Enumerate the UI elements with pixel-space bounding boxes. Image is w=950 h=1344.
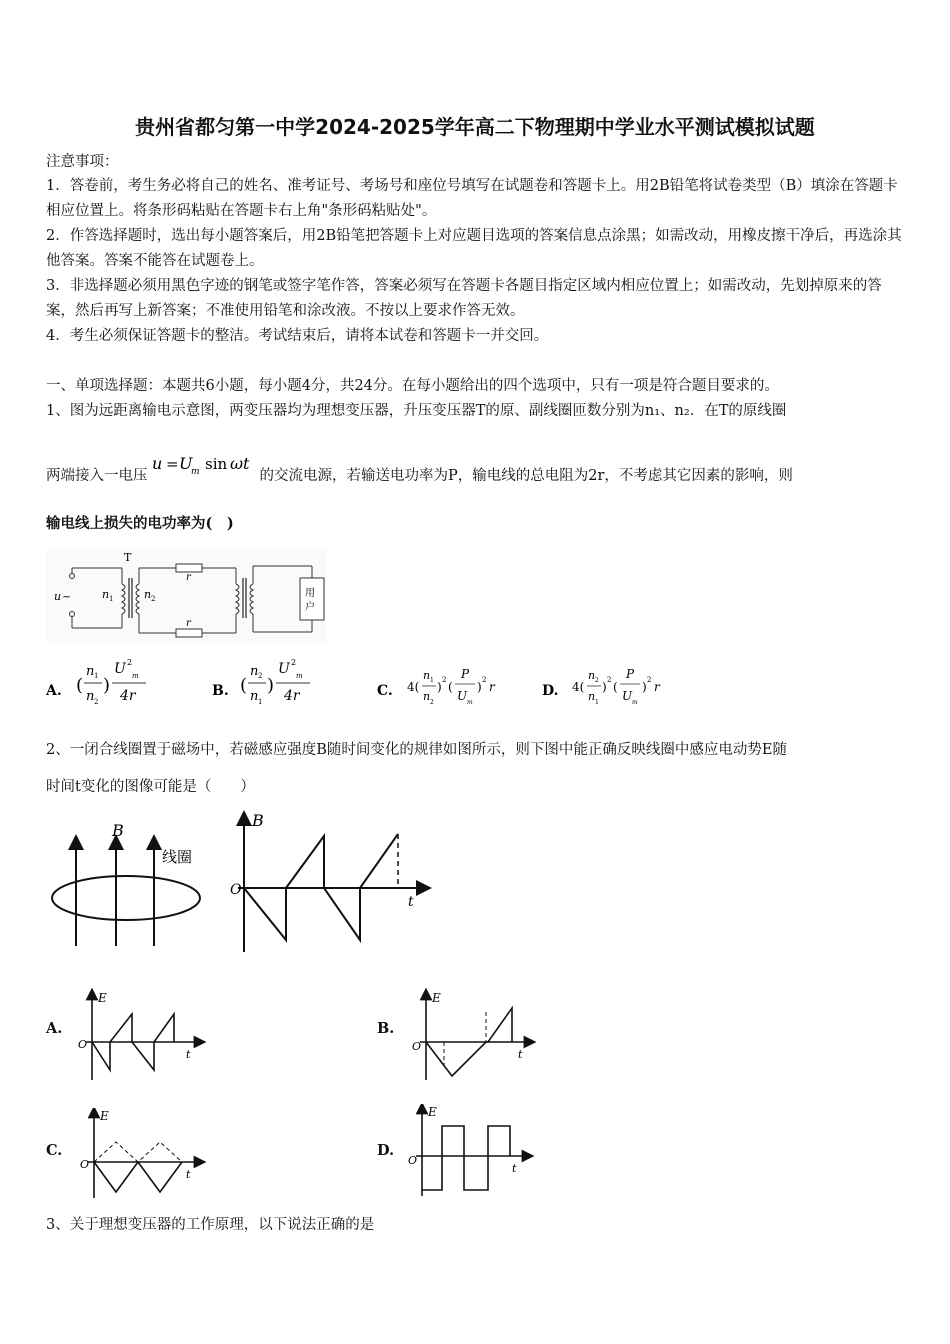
q1-b-sup: 2 xyxy=(291,658,297,667)
user-box xyxy=(300,578,324,620)
q1-d-sq2: 2 xyxy=(647,676,652,684)
user-label-2: 户 xyxy=(305,602,315,613)
q2-option-a-label-wrap[interactable] xyxy=(46,1020,62,1037)
q1-option-b-svg xyxy=(212,656,372,712)
q2-option-b-label: B. xyxy=(377,1020,395,1037)
q1-d-sq: 2 xyxy=(607,676,612,684)
q1-line-2-pre: 两端接入一电压 xyxy=(46,468,148,484)
b-graph-t-label: t xyxy=(408,894,414,910)
q1-option-b-label: B. xyxy=(212,683,229,699)
q1-d-num-sub: 2 xyxy=(595,677,599,684)
a-O-label: O xyxy=(78,1038,88,1051)
q1-c-rp2: ) xyxy=(477,680,482,694)
c-t-label: t xyxy=(186,1168,191,1181)
q1-a-U: U xyxy=(114,661,126,677)
b-E-label: E xyxy=(432,991,441,1005)
q1-d-r: r xyxy=(654,680,660,694)
q1-c-num-sub: 1 xyxy=(430,677,434,684)
q1-d-coef: 4( xyxy=(572,680,585,694)
c-dash-curve xyxy=(94,1142,182,1162)
q1-option-a-label: A. xyxy=(46,683,62,699)
q2-line-2: 时间t变化的图像可能是（ ） xyxy=(46,779,255,795)
q2-option-c-label: C. xyxy=(46,1142,63,1159)
q1-line-2-post: 的交流电源，若输送电功率为P，输电线的总电阻为2r，不考虑其它因素的影响，则 xyxy=(259,468,793,484)
coil-in-field-figure xyxy=(46,818,206,950)
formula-sin: sin xyxy=(204,455,227,473)
user-label-1: 用 xyxy=(305,588,315,599)
q1-a-sub: m xyxy=(132,672,139,680)
q1-option-d-label: D. xyxy=(542,683,559,699)
q1-line-2 xyxy=(46,454,793,491)
c-E-label: E xyxy=(100,1109,109,1123)
q1-option-c[interactable] xyxy=(377,656,527,716)
q1-c-sq: 2 xyxy=(442,676,447,684)
coil-B-label: B xyxy=(112,821,124,840)
resistor-top-label: r xyxy=(186,572,191,583)
notice-heading: 注意事项： xyxy=(46,154,119,170)
q1-b-rden: 4r xyxy=(284,688,300,704)
q1-c-lp2: ( xyxy=(448,680,453,694)
q1-c-sq2: 2 xyxy=(482,676,487,684)
n2-sub: 2 xyxy=(151,595,156,603)
notice-item-1: 1．答卷前，考生务必将自己的姓名、准考证号、考场号和座位号填写在试题卷和答题卡上。用2B铅笔将试卷类型（B）填涂在答题卡相应位置上。将条形码粘贴在答题卡右上角"条形码粘贴处"。 xyxy=(46,178,898,219)
q1-b-num: n xyxy=(250,664,259,679)
n1-sub: 1 xyxy=(109,595,114,603)
q1-b-lp: ( xyxy=(240,675,248,696)
q2-option-b-label-wrap[interactable] xyxy=(377,1020,394,1037)
q1-b-num-sub: 2 xyxy=(258,672,263,680)
q1-line-1: 1、图为远距离输电示意图，两变压器均为理想变压器，升压变压器T的原、副线圈匝数分别为n₁、n₂．在T的原线圈 xyxy=(46,403,787,419)
q1-c-coef: 4( xyxy=(407,680,420,694)
q1-c-P: P xyxy=(461,667,470,681)
d-O-label: O xyxy=(408,1154,418,1167)
formula-u: u xyxy=(151,454,162,473)
q1-b-rp: ) xyxy=(267,675,275,696)
q1-option-b[interactable] xyxy=(212,656,372,716)
d-curve xyxy=(422,1126,510,1190)
resistor-top xyxy=(176,564,202,572)
c-curve xyxy=(94,1162,182,1192)
q1-a-rden: 4r xyxy=(120,688,136,704)
q1-d-den: n xyxy=(588,690,596,703)
formula-eq: = xyxy=(165,455,179,473)
q2-option-d-graph[interactable] xyxy=(400,1104,534,1198)
q1-option-c-svg xyxy=(377,656,527,712)
b-opt-guide xyxy=(468,1008,512,1042)
q2-option-d-label-wrap[interactable] xyxy=(377,1142,394,1159)
q1-b-sub: m xyxy=(296,672,303,680)
source-tilde: ~ xyxy=(62,590,72,603)
q1-c-rp: ) xyxy=(437,680,442,694)
resistor-bottom-label: r xyxy=(186,618,191,629)
q2-option-d-label: D. xyxy=(377,1142,395,1159)
q1-c-Uden: U xyxy=(457,689,468,703)
q2-option-c-graph[interactable] xyxy=(76,1108,206,1200)
notice-item-3: 3．非选择题必须用黑色字迹的钢笔或签字笔作答，答案必须写在答题卡各题目指定区域内相应位置上；如需改动，先划掉原来的答案，然后再写上新答案；不准使用铅笔和涂改液。不按以上要求作答无效。 xyxy=(46,278,882,319)
b-t-graph xyxy=(228,810,438,956)
d-t-label: t xyxy=(512,1162,517,1175)
a-E-label: E xyxy=(98,991,107,1005)
q1-option-d-svg xyxy=(542,656,692,712)
voltage-formula-svg xyxy=(148,449,260,479)
transformer-T-label: T xyxy=(124,551,132,564)
notice-item-4: 4．考生必须保证答题卡的整洁。考试结束后，请将本试卷和答题卡一并交回。 xyxy=(46,328,549,344)
b-graph-O-label: O xyxy=(230,882,242,898)
q1-option-d[interactable] xyxy=(542,656,692,716)
q1-a-rp: ) xyxy=(103,675,111,696)
q1-option-a[interactable] xyxy=(46,656,206,716)
q1-a-num: n xyxy=(86,664,95,679)
q2-option-c-label-wrap[interactable] xyxy=(46,1142,62,1159)
q1-a-num-sub: 1 xyxy=(94,672,99,680)
q1-d-P: P xyxy=(626,667,635,681)
q1-b-U: U xyxy=(278,661,290,677)
q1-a-sup: 2 xyxy=(127,658,133,667)
page-title: 贵州省都匀第一中学2024-2025学年高二下物理期中学业水平测试模拟试题 xyxy=(135,115,815,139)
transmission-circuit-figure xyxy=(46,548,326,644)
q1-d-rp2: ) xyxy=(642,680,647,694)
q2-option-a-graph[interactable] xyxy=(76,988,206,1082)
q1-d-lp2: ( xyxy=(613,680,618,694)
q1-a-lp: ( xyxy=(76,675,84,696)
source-u-label: u xyxy=(54,590,62,603)
q1-c-sub: m xyxy=(467,699,473,706)
coil-ellipse xyxy=(52,876,200,920)
q1-c-r: r xyxy=(489,680,495,694)
q1-d-num: n xyxy=(588,669,596,682)
formula-m: m xyxy=(190,467,200,477)
section-heading: 一、单项选择题：本题共6小题，每小题4分，共24分。在每小题给出的四个选项中，只有一项是符合题目要求的。 xyxy=(46,378,779,394)
b-graph-B-label: B xyxy=(252,811,264,830)
q1-b-den-sub: 1 xyxy=(258,698,263,706)
q1-b-den: n xyxy=(250,689,259,704)
q1-c-den: n xyxy=(423,690,431,703)
a-t-label: t xyxy=(186,1048,191,1061)
q1-a-den: n xyxy=(86,689,95,704)
n1-label: n xyxy=(102,588,110,601)
q1-option-a-svg xyxy=(46,656,206,712)
formula-U: U xyxy=(178,454,192,473)
q1-c-den-sub: 2 xyxy=(430,699,434,706)
coil-label: 线圈 xyxy=(162,848,193,866)
q1-d-rp: ) xyxy=(602,680,607,694)
formula-wt: ωt xyxy=(229,454,249,473)
q1-line-3: 输电线上损失的电功率为( ) xyxy=(46,515,234,532)
q1-c-num: n xyxy=(423,669,431,682)
resistor-bottom xyxy=(176,629,202,637)
q1-option-c-label: C. xyxy=(377,683,393,699)
q2-line-1: 2、一闭合线圈置于磁场中，若磁感应强度B随时间变化的规律如图所示，则下图中能正确反映线圈中感应电动势E随 xyxy=(46,742,787,758)
q1-d-Uden: U xyxy=(622,689,633,703)
notice-item-2: 2．作答选择题时，选出每小题答案后，用2B铅笔把答题卡上对应题目选项的答案信息点涂黑；如需改动，用橡皮擦干净后，再选涂其他答案。答案不能答在试题卷上。 xyxy=(46,228,902,269)
q1-formula xyxy=(148,454,260,491)
q1-d-den-sub: 1 xyxy=(595,699,599,706)
q3-line-1: 3、关于理想变压器的工作原理，以下说法正确的是 xyxy=(46,1217,375,1233)
b-t-label: t xyxy=(518,1048,523,1061)
d-E-label: E xyxy=(428,1105,437,1119)
b-O-label: O xyxy=(412,1040,422,1053)
c-O-label: O xyxy=(80,1158,90,1171)
q1-d-sub: m xyxy=(632,699,638,706)
q1-a-den-sub: 2 xyxy=(94,698,99,706)
n2-label: n xyxy=(144,588,152,601)
q2-option-a-label: A. xyxy=(46,1020,63,1037)
q2-option-b-graph[interactable] xyxy=(406,988,536,1082)
